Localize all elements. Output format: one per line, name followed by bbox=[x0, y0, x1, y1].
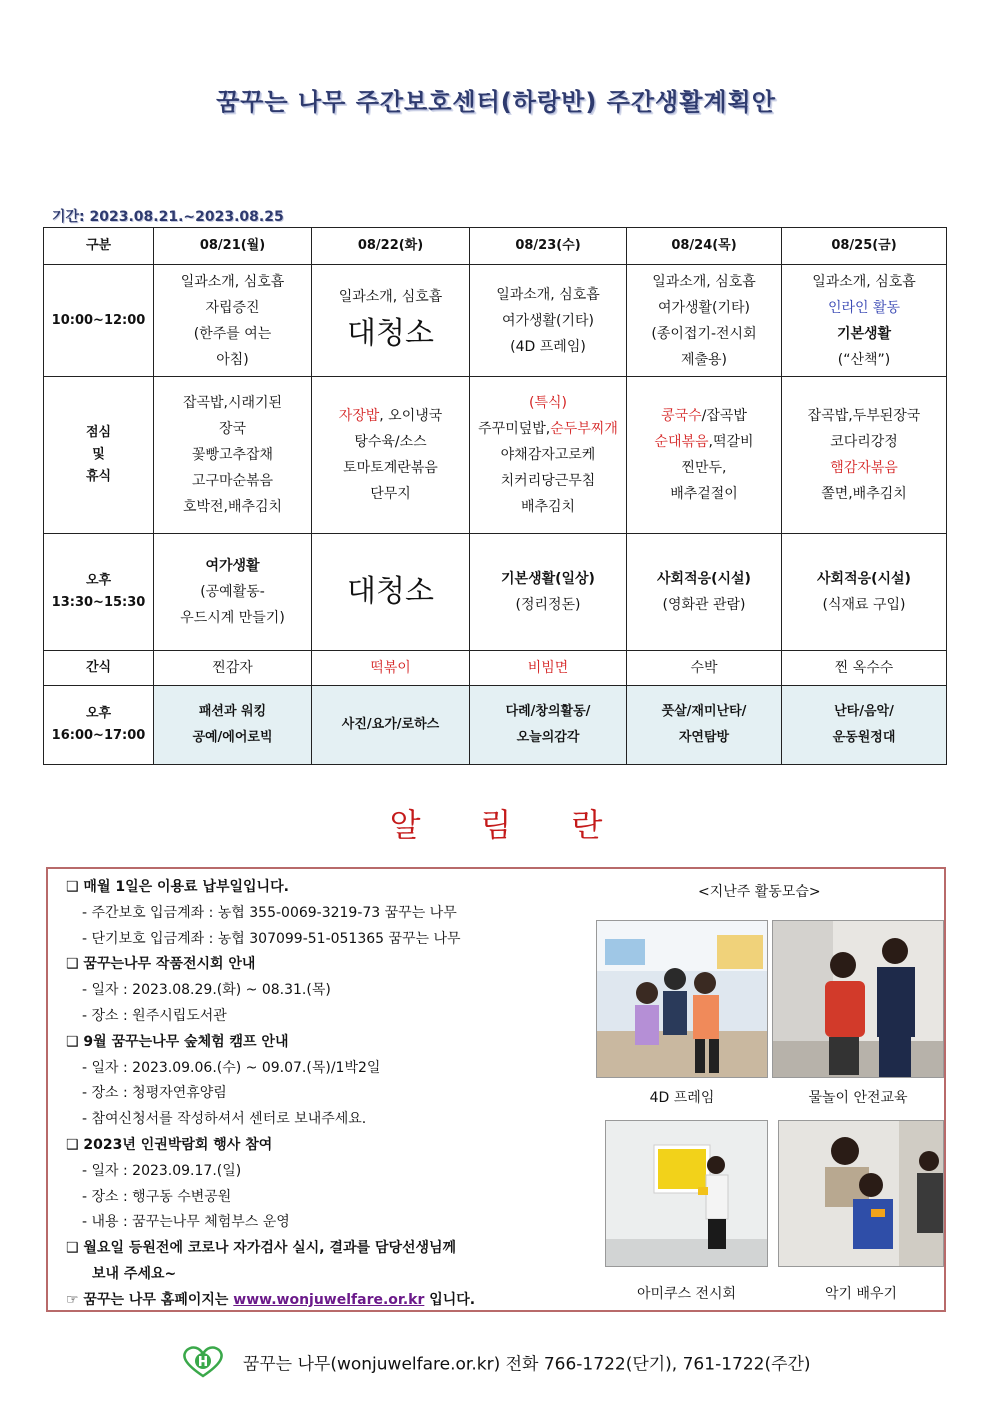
photo-instrument bbox=[778, 1120, 944, 1267]
snack-tue: 떡볶이 bbox=[312, 651, 470, 686]
header-category: 구분 bbox=[44, 228, 154, 265]
lunch-mon: 잡곡밥,시래기된 장국 꽃빵고추잡채 고구마순볶음 호박전,배추김치 bbox=[154, 377, 312, 534]
afternoon-thu: 사회적응(시설) (영화관 관람) bbox=[627, 534, 782, 651]
snack-thu: 수박 bbox=[627, 651, 782, 686]
photo-water-safety bbox=[772, 920, 944, 1078]
photo-amicus-exhibition bbox=[605, 1120, 768, 1267]
notice-sub: - 장소 : 원주시립도서관 bbox=[82, 1007, 227, 1024]
notice-box bbox=[46, 867, 946, 1312]
table-header-row bbox=[44, 228, 947, 265]
notice-sub: - 내용 : 꿈꾸는나무 체험부스 운영 bbox=[82, 1214, 290, 1231]
afternoon-tue: 대청소 bbox=[312, 534, 470, 651]
weekly-schedule-table bbox=[43, 227, 947, 765]
notice-item-camp: ❑ 9월 꿈꾸는나무 숲체험 캠프 안내 bbox=[66, 1033, 289, 1050]
photos-title: <지난주 활동모습> bbox=[698, 884, 821, 900]
notice-sub: - 일자 : 2023.09.06.(수) ~ 09.07.(목)/1박2일 bbox=[82, 1059, 381, 1076]
snack-fri: 찐 옥수수 bbox=[782, 651, 947, 686]
caption-4d-frame: 4D 프레임 bbox=[649, 1090, 715, 1106]
homepage-line: ☞ 꿈꾸는 나무 홈페이지는 www.wonjuwelfare.or.kr 입니다. bbox=[66, 1291, 476, 1308]
photo-4d-frame-image bbox=[597, 921, 768, 1078]
photo-water-safety-image bbox=[773, 921, 944, 1078]
morning-tue: 일과소개, 심호흡 대청소 bbox=[312, 265, 470, 377]
morning-label: 10:00~12:00 bbox=[44, 265, 154, 377]
notice-item-exhibition: ❑ 꿈꾸는나무 작품전시회 안내 bbox=[66, 956, 256, 973]
photo-4d-frame bbox=[596, 920, 768, 1078]
header-fri: 08/25(금) bbox=[782, 228, 947, 265]
notice-sub: - 일자 : 2023.09.17.(일) bbox=[82, 1162, 242, 1179]
notice-sub: - 일자 : 2023.08.29.(화) ~ 08.31.(목) bbox=[82, 982, 331, 999]
photo-amicus-exhibition-image bbox=[606, 1121, 768, 1267]
lunch-tue: 자장밥, 오이냉국 탕수육/소스 토마토계란볶음 단무지 bbox=[312, 377, 470, 534]
footer bbox=[0, 1346, 992, 1383]
lunch-wed: (특식) 주꾸미덮밥,순두부찌개 야채감자고로케 치커리당근무침 배추김치 bbox=[470, 377, 627, 534]
notice-item-covid: ❑ 월요일 등원전에 코로나 자가검사 실시, 결과를 담당선생님께 bbox=[66, 1240, 457, 1257]
caption-instrument: 악기 배우기 bbox=[824, 1286, 898, 1302]
notice-sub: - 장소 : 행구동 수변공원 bbox=[82, 1188, 232, 1205]
afternoon-wed: 기본생활(일상) (정리정돈) bbox=[470, 534, 627, 651]
header-thu: 08/24(목) bbox=[627, 228, 782, 265]
notice-list bbox=[66, 875, 606, 1314]
snack-mon: 찐감자 bbox=[154, 651, 312, 686]
morning-mon: 일과소개, 심호흡 자립증진 (한주를 여는 아침) bbox=[154, 265, 312, 377]
page-title: 꿈꾸는 나무 주간보호센터(하랑반) 주간생활계획안 bbox=[216, 88, 776, 116]
afternoon-fri: 사회적응(시설) (식재료 구입) bbox=[782, 534, 947, 651]
evening-wed: 다례/창의활동/ 오늘의감각 bbox=[470, 686, 627, 765]
lunch-row bbox=[44, 377, 947, 534]
snack-wed: 비빔면 bbox=[470, 651, 627, 686]
header-tue: 08/22(화) bbox=[312, 228, 470, 265]
lunch-fri: 잡곡밥,두부된장국 코다리강정 햄감자볶음 쫄면,배추김치 bbox=[782, 377, 947, 534]
evening-thu: 풋살/재미난타/ 자연탐방 bbox=[627, 686, 782, 765]
notice-sub: - 주간보호 입금계좌 : 농협 355-0069-3219-73 꿈꾸는 나무 bbox=[82, 904, 457, 921]
footer-text: 꿈꾸는 나무(wonjuwelfare.or.kr) 전화 766-1722(단기), 761-1722(주간) bbox=[242, 1354, 811, 1375]
morning-wed: 일과소개, 심호흡 여가생활(기타) (4D 프레임) bbox=[470, 265, 627, 377]
snack-row bbox=[44, 651, 947, 686]
notice-sub: - 단기보호 입금계좌 : 농협 307099-51-051365 꿈꾸는 나무 bbox=[82, 930, 461, 947]
notice-item-fair: ❑ 2023년 인권박람회 행사 참여 bbox=[66, 1136, 273, 1153]
evening-mon: 패션과 워킹 공예/에어로빅 bbox=[154, 686, 312, 765]
period-label: 기간: 2023.08.21.~2023.08.25 bbox=[52, 209, 284, 225]
notice-item-covid-cont: 보내 주세요~ bbox=[92, 1265, 177, 1282]
caption-water-safety: 물놀이 안전교육 bbox=[808, 1090, 908, 1106]
evening-tue: 사진/요가/로하스 bbox=[312, 686, 470, 765]
lunch-thu: 콩국수/잡곡밥 순대볶음,떡갈비 찐만두, 배추겉절이 bbox=[627, 377, 782, 534]
morning-thu: 일과소개, 심호흡 여가생활(기타) (종이접기-전시회 제출용) bbox=[627, 265, 782, 377]
morning-row bbox=[44, 265, 947, 377]
header-wed: 08/23(수) bbox=[470, 228, 627, 265]
heart-logo-icon bbox=[181, 1346, 225, 1383]
morning-fri: 일과소개, 심호흡 인라인 활동 기본생활 (“산책”) bbox=[782, 265, 947, 377]
notice-sub: - 장소 : 청평자연휴양림 bbox=[82, 1085, 227, 1102]
afternoon-mon: 여가생활 (공예활동- 우드시계 만들기) bbox=[154, 534, 312, 651]
afternoon-row bbox=[44, 534, 947, 651]
notice-sub: - 참여신청서를 작성하셔서 센터로 보내주세요. bbox=[82, 1111, 367, 1128]
header-mon: 08/21(월) bbox=[154, 228, 312, 265]
caption-amicus-exhibition: 아미쿠스 전시회 bbox=[636, 1286, 737, 1302]
afternoon-label: 오후 13:30~15:30 bbox=[44, 534, 154, 651]
evening-fri: 난타/음악/ 운동원정대 bbox=[782, 686, 947, 765]
notice-item-fee: ❑ 매월 1일은 이용료 납부일입니다. bbox=[66, 879, 289, 895]
evening-row bbox=[44, 686, 947, 765]
homepage-link[interactable]: www.wonjuwelfare.or.kr bbox=[233, 1291, 425, 1308]
notice-title: 알림란 bbox=[389, 806, 663, 844]
lunch-label: 점심 및 휴식 bbox=[44, 377, 154, 534]
photo-instrument-image bbox=[779, 1121, 944, 1267]
snack-label: 간식 bbox=[44, 651, 154, 686]
evening-label: 오후 16:00~17:00 bbox=[44, 686, 154, 765]
